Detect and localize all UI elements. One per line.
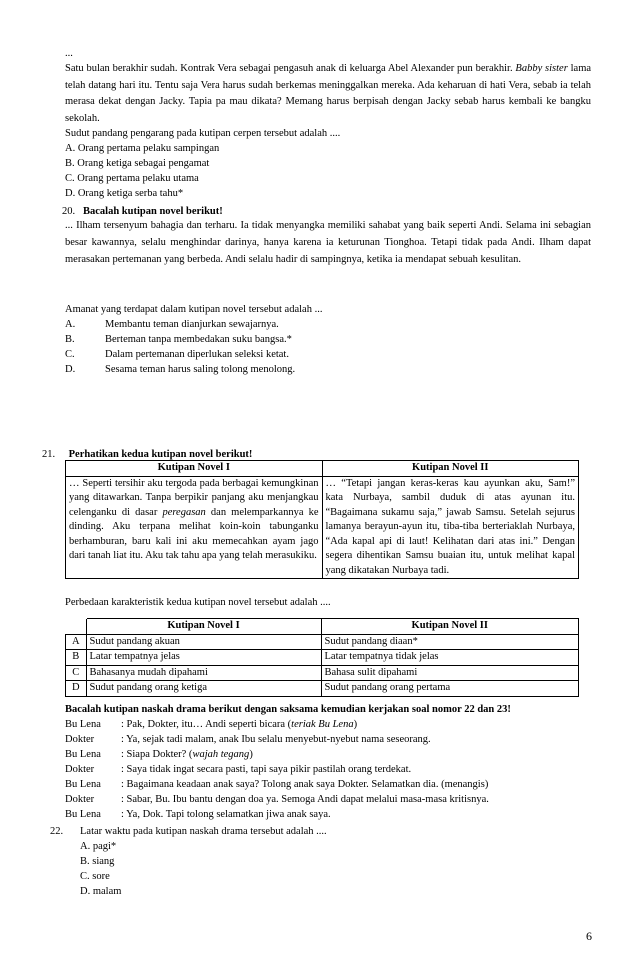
- answer-header-2: Kutipan Novel II: [321, 619, 579, 635]
- drama-heading: Bacalah kutipan naskah drama berikut dengan saksama kemudian kerjakan soal nomor 22 dan 23!: [65, 704, 511, 715]
- novel-excerpts-table: [65, 460, 579, 579]
- option-d: D. malam: [80, 886, 122, 897]
- page-number: 6: [586, 929, 592, 943]
- excerpt-novel-2: … “Tetapi jangan keras-keras kau ayunkan aku, Sam!” kata Nurbaya, sambil duduk di atas ayunan itu. “Bagaimana sukamu saja,” jawab Samsu. Setelah sejurus lamanya berayun-ayun itu, tiba-tiba berteriaklah Nurbaya, “Ada kapal api di laut! Kelihatan dari atas ini.” Dengan segera dihentikan Samsu buaian itu, untuk melihat kapal yang dikatakan Nurbaya tadi.: [322, 476, 579, 579]
- dialogue-line: Bu Lena : Ya, Dok. Tapi tolong selamatkan jiwa anak saya.: [65, 809, 331, 820]
- option-d: D. Sesama teman harus saling tolong menolong.: [65, 364, 296, 375]
- option-c: C. sore: [80, 871, 110, 882]
- q20-passage: ... Ilham tersenyum bahagia dan terharu. Ia tidak menyangka memiliki sahabat yang baik seperti Andi. Selama ini sebagian besar kawannya, selalu menghindar darinya, hanya karena ia keturunan Tionghoa. Tetapi tidak pada Andi. Ilham dapat merasakan pertemanan yang berbeda. Andi selalu hadir di sampingnya, ketika ia mendapat sebuah kesulitan.: [65, 220, 591, 265]
- excerpt-novel-1: … Seperti tersihir aku tergoda pada berbagai kemungkinan yang ditawarkan. Tanpa berpikir panjang aku menjangkau celenganku di dasar peregasan dan melemparkannya ke dinding. Aku terpana melihat koin-koin tabunganku berhamburan, baru kali ini aku memecahkan ayam jago dari tanah liat itu. Aku tak tahu apa yang telah merasukiku.: [66, 476, 323, 579]
- italic-term: peregasan: [162, 506, 206, 518]
- q19-question: Sudut pandang pengarang pada kutipan cerpen tersebut adalah .... A. Orang pertama pelaku sampingan B. Orang ketiga sebagai pengamat C. Orang pertama pelaku utama D. Orang ketiga serba tahu*: [65, 126, 585, 201]
- drama-section: [65, 702, 595, 822]
- col1-header: Kutipan Novel I: [66, 461, 323, 477]
- dialogue-line: Bu Lena : Bagaimana keadaan anak saya? Tolong anak saya Dokter. Selamatkan dia. (menangis): [65, 779, 489, 790]
- italic-term: Babby sister: [515, 63, 568, 74]
- option-c: C. Dalam pertemanan diperlukan seleksi ketat.: [65, 349, 289, 360]
- option-a: A. Orang pertama pelaku sampingan: [65, 143, 220, 154]
- table-row: C Bahasanya mudah dipahami Bahasa sulit dipahami: [66, 665, 579, 681]
- dialogue-line: Bu Lena : Siapa Dokter? (wajah tegang): [65, 749, 253, 760]
- blank-cell: [66, 619, 87, 635]
- ellipsis: ...: [65, 48, 73, 59]
- table-row: A Sudut pandang akuan Sudut pandang diaan*: [66, 634, 579, 650]
- dialogue-line: Dokter : Ya, sejak tadi malam, anak Ibu selalu menyebut-nyebut nama seseorang.: [65, 734, 431, 745]
- question-number: 20.: [62, 206, 76, 217]
- question-number: 22.: [50, 826, 64, 837]
- col2-header: Kutipan Novel II: [322, 461, 579, 477]
- q19-passage: [65, 46, 591, 127]
- answer-table: [65, 618, 579, 697]
- option-b: B. siang: [80, 856, 115, 867]
- option-d: D. Orang ketiga serba tahu*: [65, 188, 184, 199]
- question-number: 21.: [42, 449, 56, 460]
- table-row: D Sudut pandang orang ketiga Sudut pandang orang pertama: [66, 681, 579, 697]
- option-c: C. Orang pertama pelaku utama: [65, 173, 199, 184]
- heading: Perhatikan kedua kutipan novel berikut!: [68, 449, 253, 460]
- q19-passage-text: Satu bulan berakhir sudah. Kontrak Vera sebagai pengasuh anak di keluarga Abel Alexander pun berakhir. Babby sister lama telah datang hari itu. Tentu saja Vera harus sudah berkemas meninggalkan mereka. Ada keharuan di hati Vera, sebab ia telah merasa dekat dengan Jacky. Tapia pa mau dikata? Memang harus berpisah dengan Jacky sebab harus kembali ke bangku sekolah.: [65, 63, 592, 124]
- q20-question: Amanat yang terdapat dalam kutipan novel tersebut adalah ... A. Membantu teman dianjurkan sewajarnya. B. Berteman tanpa membedakan suku bangsa.* C. Dalam pertemanan diperlukan seleksi ketat. D. Sesama teman harus saling tolong menolong.: [65, 302, 585, 377]
- option-a: A. pagi*: [80, 841, 117, 852]
- q21-question: Perbedaan karakteristik kedua kutipan novel tersebut adalah ....: [65, 597, 331, 608]
- option-b: B. Orang ketiga sebagai pengamat: [65, 158, 210, 169]
- option-b: B. Berteman tanpa membedakan suku bangsa.*: [65, 334, 292, 345]
- q22-options: [80, 839, 121, 899]
- dialogue-line: Dokter : Sabar, Bu. Ibu bantu dengan doa ya. Semoga Andi dapat melalui masa-masa kritisnya.: [65, 794, 489, 805]
- option-a: A. Membantu teman dianjurkan sewajarnya.: [65, 319, 279, 330]
- heading: Bacalah kutipan novel berikut!: [83, 206, 223, 217]
- table-row: B Latar tempatnya jelas Latar tempatnya tidak jelas: [66, 650, 579, 666]
- answer-header-1: Kutipan Novel I: [86, 619, 321, 635]
- q22-question: 22. Latar waktu pada kutipan naskah drama tersebut adalah ....: [50, 826, 327, 837]
- dialogue-line: Dokter : Saya tidak ingat secara pasti, tapi saya pikir pastilah orang terdekat.: [65, 764, 412, 775]
- dialogue-line: Bu Lena : Pak, Dokter, itu… Andi seperti bicara (teriak Bu Lena): [65, 719, 358, 730]
